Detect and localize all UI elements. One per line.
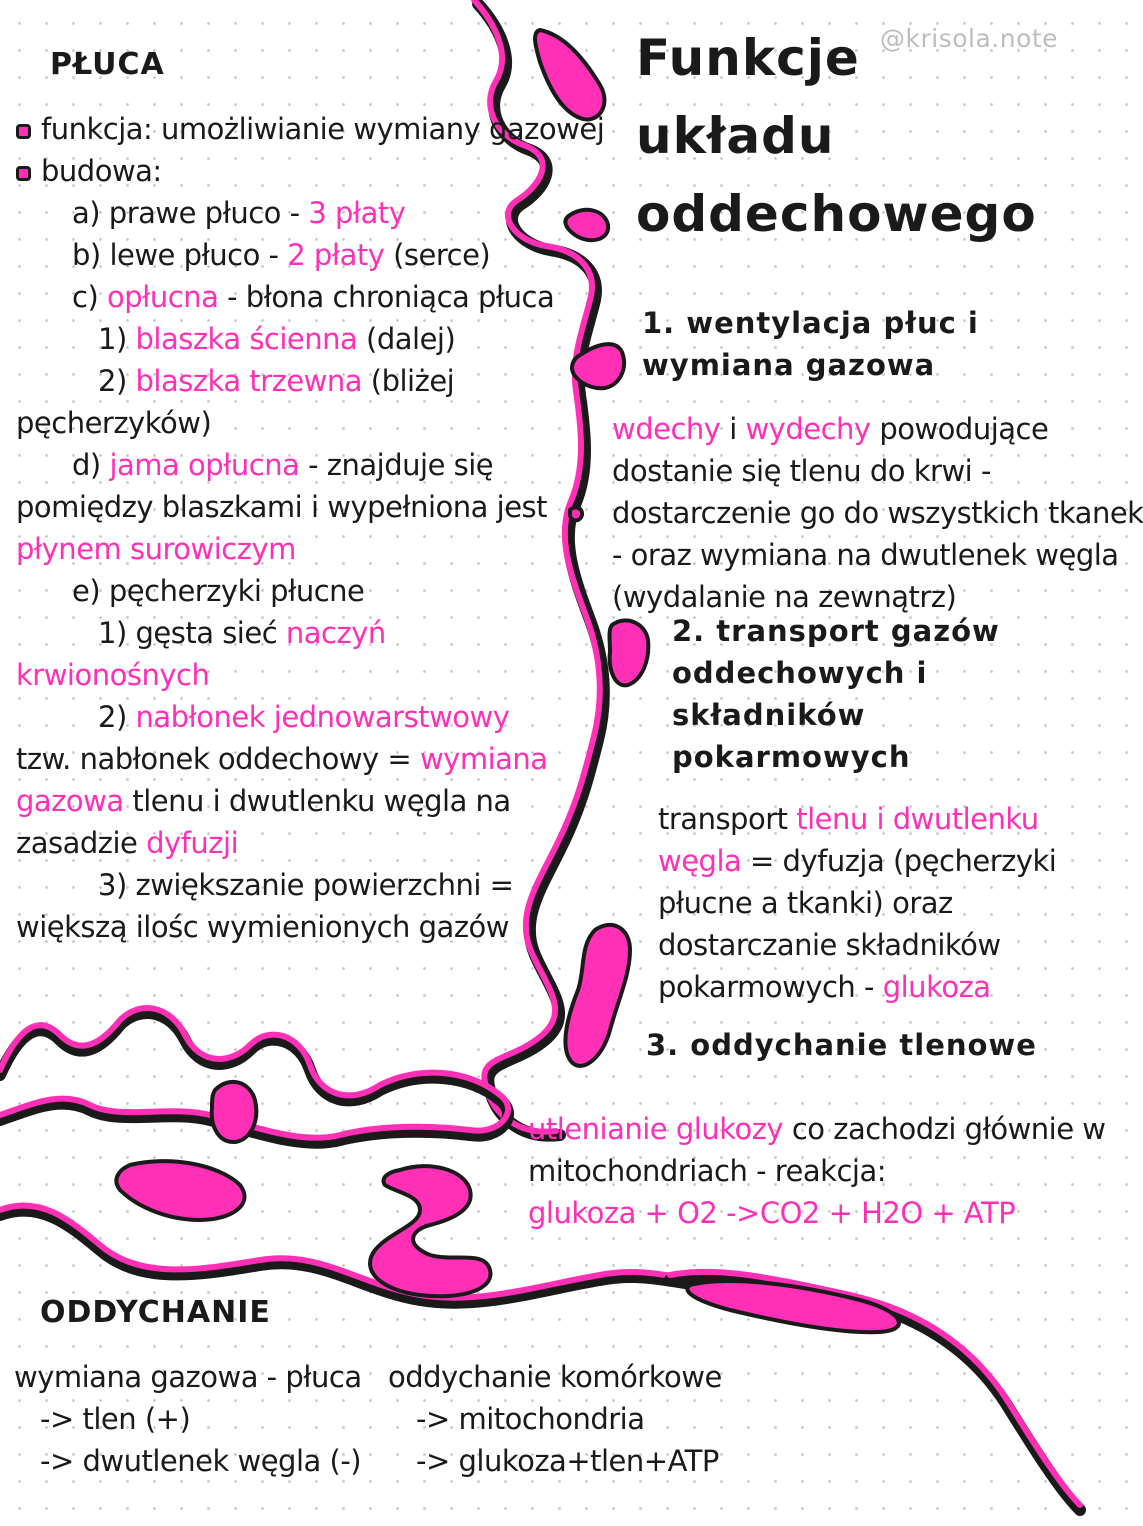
pink-bullet-icon bbox=[16, 124, 31, 139]
pluca-item-e2-line3: gazowa tlenu i dwutlenku węgla na bbox=[16, 784, 511, 818]
page-title-line1: Funkcje bbox=[636, 29, 860, 87]
pluca-item-e1: 1) gęsta sieć naczyń bbox=[98, 616, 386, 650]
pluca-item-d-line2: pomiędzy blaszkami i wypełniona jest bbox=[16, 490, 548, 524]
pluca-item-c1: 1) blaszka ścienna (dalej) bbox=[98, 322, 456, 356]
section1-line5: (wydalanie na zewnątrz) bbox=[612, 580, 957, 614]
section1-line3: dostarczenie go do wszystkich tkanek bbox=[612, 496, 1143, 530]
section1-heading-line2: wymiana gazowa bbox=[642, 348, 936, 382]
oddychanie-right-line1: oddychanie komórkowe bbox=[388, 1360, 722, 1394]
pluca-item-e2-line2: tzw. nabłonek oddechowy = wymiana bbox=[16, 742, 548, 776]
pluca-item-e: e) pęcherzyki płucne bbox=[72, 574, 365, 608]
oddychanie-heading: ODDYCHANIE bbox=[40, 1295, 271, 1330]
oddychanie-left-line1: wymiana gazowa - płuca bbox=[14, 1360, 362, 1394]
oddychanie-right-line3: -> glukoza+tlen+ATP bbox=[416, 1444, 719, 1478]
pluca-item-e1-cont: krwionośnych bbox=[16, 658, 210, 692]
pluca-item-c: c) opłucna - błona chroniąca płuca bbox=[72, 280, 555, 314]
pluca-item-e3-cont: większą ilośc wymienionych gazów bbox=[16, 910, 510, 944]
pluca-item-d: d) jama opłucna - znajduje się bbox=[72, 448, 494, 482]
pluca-heading: PŁUCA bbox=[50, 47, 165, 82]
page-title-line3: oddechowego bbox=[636, 185, 1037, 243]
oddychanie-right-line2: -> mitochondria bbox=[416, 1402, 645, 1436]
pluca-item-a: a) prawe płuco - 3 płaty bbox=[72, 196, 406, 230]
pluca-item-d-line3: płynem surowiczym bbox=[16, 532, 296, 566]
section2-line4: dostarczanie składników bbox=[658, 928, 1001, 962]
pink-bullet-icon bbox=[16, 166, 31, 181]
section2-line5: pokarmowych - glukoza bbox=[658, 970, 991, 1004]
pluca-bullet-1: funkcja: umożliwianie wymiany gazowej bbox=[16, 108, 604, 150]
pluca-bullet-2: budowa: bbox=[16, 150, 162, 192]
pluca-item-e3: 3) zwiększanie powierzchni = bbox=[98, 868, 514, 902]
oddychanie-left-line2: -> tlen (+) bbox=[40, 1402, 191, 1436]
watermark: @krisola.note bbox=[880, 24, 1059, 53]
section2-heading-line1: 2. transport gazów bbox=[672, 614, 1000, 648]
pluca-item-c2: 2) blaszka trzewna (bliżej bbox=[98, 364, 455, 398]
pluca-item-e2-line4: zasadzie dyfuzji bbox=[16, 826, 239, 860]
section3-reaction: glukoza + O2 ->CO2 + H2O + ATP bbox=[528, 1196, 1016, 1230]
oddychanie-left-line3: -> dwutlenek węgla (-) bbox=[40, 1444, 362, 1478]
section3-heading: 3. oddychanie tlenowe bbox=[646, 1028, 1037, 1062]
section2-heading-line4: pokarmowych bbox=[672, 740, 911, 774]
section1-line2: dostanie się tlenu do krwi - bbox=[612, 454, 991, 488]
pluca-item-c2-cont: pęcherzyków) bbox=[16, 406, 212, 440]
pluca-item-e2: 2) nabłonek jednowarstwowy bbox=[98, 700, 510, 734]
section2-line2: węgla = dyfuzja (pęcherzyki bbox=[658, 844, 1057, 878]
section2-line1: transport tlenu i dwutlenku bbox=[658, 802, 1039, 836]
section1-line4: - oraz wymiana na dwutlenek węgla bbox=[612, 538, 1119, 572]
section1-line1: wdechy i wydechy powodujące bbox=[612, 412, 1049, 446]
section2-heading-line2: oddechowych i bbox=[672, 656, 928, 690]
page-title-line2: układu bbox=[636, 107, 835, 165]
section1-heading-line1: 1. wentylacja płuc i bbox=[642, 306, 979, 340]
pluca-item-b: b) lewe płuco - 2 płaty (serce) bbox=[72, 238, 491, 272]
section3-line1: utlenianie glukozy co zachodzi głównie w bbox=[528, 1112, 1106, 1146]
section2-line3: płucne a tkanki) oraz bbox=[658, 886, 953, 920]
section2-heading-line3: składników bbox=[672, 698, 866, 732]
section3-line2: mitochondriach - reakcja: bbox=[528, 1154, 886, 1188]
